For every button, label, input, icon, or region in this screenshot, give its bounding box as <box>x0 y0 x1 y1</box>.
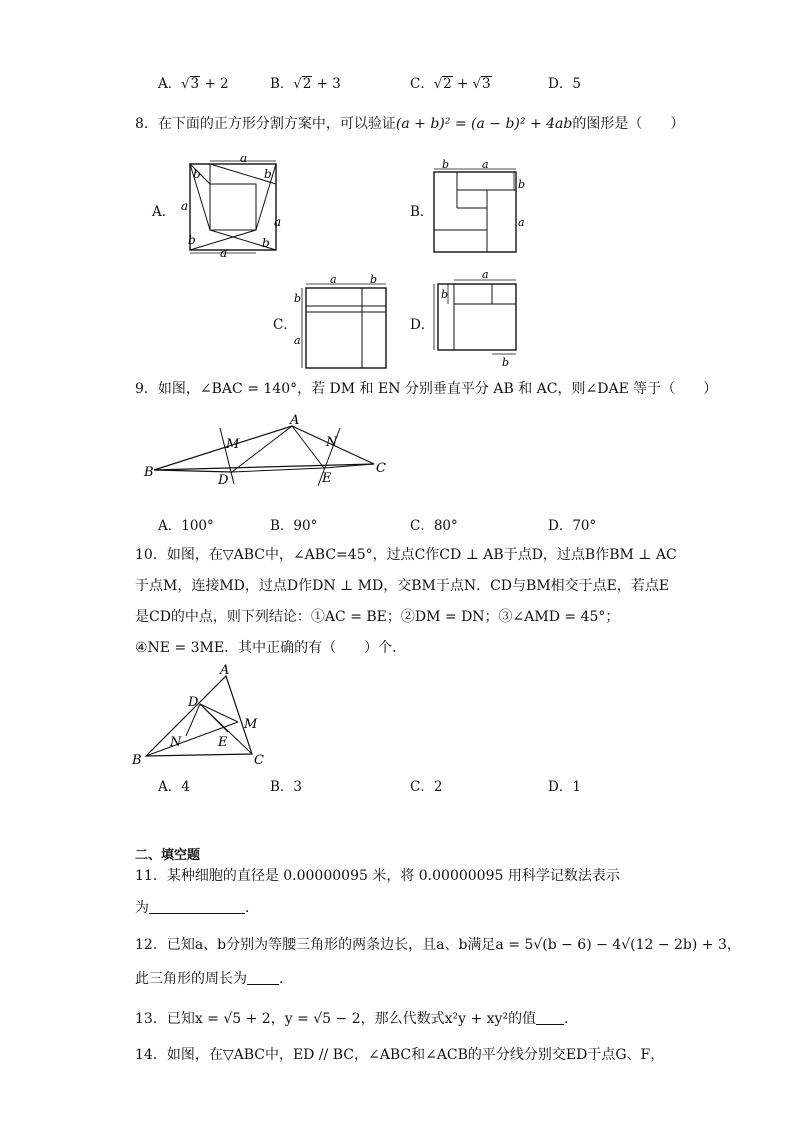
point-n: N <box>170 735 182 750</box>
q13-line: 13．已知x = √5 + 2，y = √5 − 2，那么代数式x²y + xy²的值 ． <box>135 1011 579 1027</box>
q8-figure-c-label: C． <box>273 317 297 333</box>
q10-option-c: C．2 <box>410 779 443 795</box>
q8-figure-b <box>430 158 530 256</box>
point-d: D <box>188 695 199 710</box>
q7-option-b: B．√2 + 3 <box>270 76 341 92</box>
q9-stem: 9．如图，∠BAC = 140°，若 DM 和 EN 分别垂直平分 AB 和 AC，则∠DAE 等于（ ） <box>135 381 718 397</box>
label-b: b <box>264 167 272 181</box>
q8-figure-b-label: B． <box>410 204 434 220</box>
q8-figure-d <box>428 268 528 372</box>
q9-option-c: C．80° <box>410 518 458 534</box>
q11-line1: 11．某种细胞的直径是 0.00000095 米，将 0.00000095 用科学记数法表示 <box>135 868 620 884</box>
q10-line1: 10．如图，在▽ABC中，∠ABC=45°，过点C作CD ⊥ AB于点D，过点B作BM ⊥ AC <box>135 547 677 563</box>
q10-line3: 是CD的中点，则下列结论：①AC = BE；②DM = DN；③∠AMD = 45°； <box>135 609 620 625</box>
q10-option-d: D．1 <box>548 779 581 795</box>
q12-line1: 12．已知a、b分别为等腰三角形的两条边长，且a、b满足a = 5√(b − 6) − 4√(12 − 2b) + 3， <box>135 937 741 953</box>
q8-stem: 8．在下面的正方形分割方案中，可以验证(a + b)² = (a − b)² + 4ab的图形是（ ） <box>135 116 685 132</box>
q10-option-a: A．4 <box>158 779 190 795</box>
label-b: b <box>188 233 196 247</box>
point-n: N <box>326 435 338 450</box>
point-a: A <box>290 414 300 428</box>
point-c: C <box>376 461 386 476</box>
label-b: b <box>370 273 378 286</box>
q12-line2: 此三角形的周长为 ． <box>135 971 293 987</box>
label-a: a <box>482 268 489 281</box>
q9-option-d: D．70° <box>548 518 597 534</box>
q10-option-b: B．3 <box>270 779 303 795</box>
point-d: D <box>218 473 229 488</box>
point-e: E <box>218 735 228 750</box>
q8-figure-a <box>180 156 290 258</box>
answer-blank[interactable] <box>536 1010 564 1025</box>
point-m: M <box>226 437 240 452</box>
label-b: b <box>262 236 270 250</box>
point-e: E <box>322 471 332 486</box>
point-m: M <box>244 717 258 732</box>
label-b: b <box>442 158 450 171</box>
label-a: a <box>518 216 525 229</box>
q11-line2: 为 ． <box>135 900 259 916</box>
point-b: B <box>132 753 142 768</box>
q10-line4: ④NE = 3ME．其中正确的有（ ）个． <box>135 640 407 656</box>
q10-figure <box>128 660 278 770</box>
label-a: a <box>294 334 301 347</box>
q7-option-d: D．5 <box>548 76 581 92</box>
q7-option-c: C．√2 + √3 <box>410 76 491 92</box>
q7-option-a: A．√3 + 2 <box>158 76 229 92</box>
answer-blank[interactable] <box>149 899 245 914</box>
label-a: a <box>240 156 248 165</box>
point-b: B <box>144 465 154 480</box>
label-a: a <box>274 215 282 229</box>
point-c: C <box>254 753 264 768</box>
section-title-fill-in: 二、填空题 <box>135 848 201 863</box>
label-b: b <box>441 288 449 301</box>
label-a: a <box>330 273 337 286</box>
label-a: a <box>482 158 489 171</box>
label-a: a <box>181 199 189 213</box>
q8-figure-c <box>292 272 392 372</box>
point-a: A <box>220 663 230 678</box>
label-b: b <box>193 167 201 181</box>
label-a: a <box>220 246 228 258</box>
q9-option-a: A．100° <box>158 518 214 534</box>
label-b: b <box>518 178 526 191</box>
q10-line2: 于点M，连接MD，过点D作DN ⊥ MD，交BM于点N．CD与BM相交于点E，若点E <box>135 578 670 594</box>
q9-figure <box>140 414 390 494</box>
q8-figure-a-label: A． <box>152 204 176 220</box>
label-b: b <box>294 292 302 305</box>
q9-option-b: B．90° <box>270 518 318 534</box>
q14-line: 14．如图，在▽ABC中，ED // BC，∠ABC和∠ACB的平分线分别交ED于点G、F， <box>135 1047 665 1063</box>
label-b: b <box>502 356 510 369</box>
q8-figure-d-label: D． <box>410 317 435 333</box>
answer-blank[interactable] <box>247 970 279 985</box>
